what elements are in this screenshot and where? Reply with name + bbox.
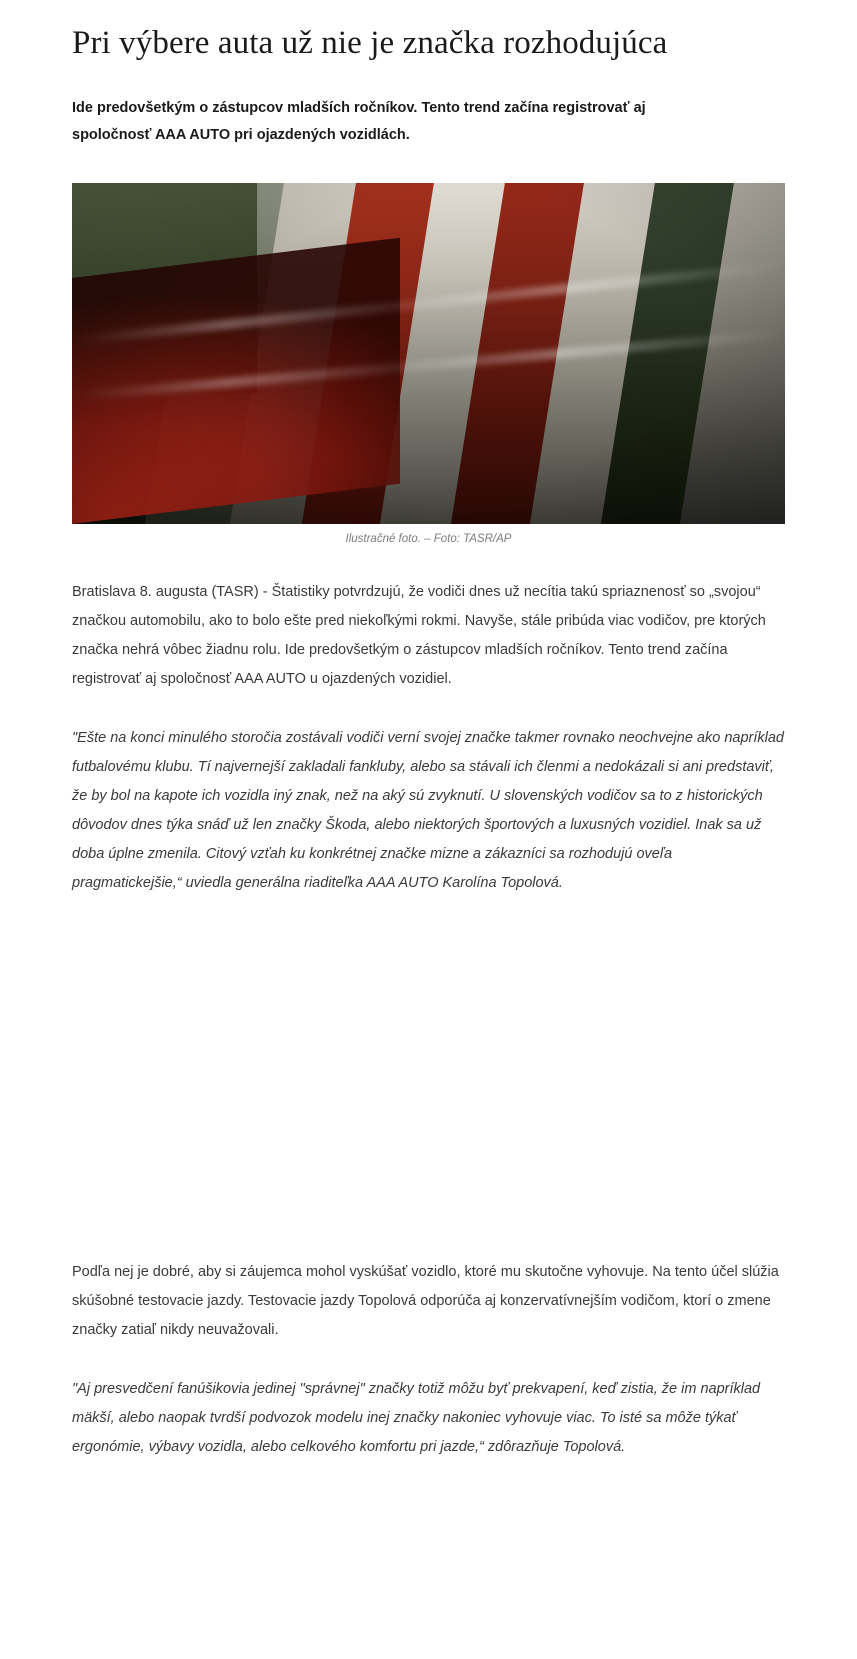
figure-caption: Ilustračné foto. – Foto: TASR/AP [345,532,512,545]
article-quote: "Ešte na konci minulého storočia zostávali vodiči verní svojej značke takmer rovnako neochvejne ako napríklad futbalovému klubu. Tí najvernejší zakladali fankluby, alebo sa stávali ich členmi a nedokázali si ani predstaviť, že by bol na kapote ich vozidla iný znak, než na aký sú zvyknutí. U slovenských vodičov sa to z historických dôvodov dnes týka snáď už len značky Škoda, alebo niektorých športových a luxusných vozidiel. Inak sa už doba úplne zmenila. Citový vzťah ku konkrétnej značke mizne a zákazníci sa rozhodujú oveľa pragmatickejšie,“ uviedla generálna riaditeľka AAA AUTO Karolína Topolová. [72,729,784,891]
article-quote: "Aj presvedčení fanúšikovia jedinej "správnej" značky totiž môžu byť prekvapení, keď zistia, že im napríklad mäkší, alebo naopak tvrdší podvozok modelu inej značky nakoniec vyhovuje viac. To isté sa môže týkať ergonómie, výbavy vozidla, alebo celkového komfortu pri jazde,“ zdôrazňuje Topolová. [72,1380,761,1455]
article-figure [72,183,785,545]
article-lead: Ide predovšetkým o zástupcov mladších ročníkov. Tento trend začína registrovať aj spoločnosť AAA AUTO pri ojazdených vozidlách. [72,99,646,143]
article-paragraph: Bratislava 8. augusta (TASR) - Štatistiky potvrdzujú, že vodiči dnes už necítia takú spriaznenosť so „svojou“ značkou automobilu, ako to bolo ešte pred niekoľkými rokmi. Navyše, stále pribúda viac vodičov, pre ktorých značka nehrá vôbec žiadnu rolu. Ide predovšetkým o zástupcov mladších ročníkov. Tento trend začína registrovať aj spoločnosť AAA AUTO u ojazdených vozidiel. [72,583,766,687]
article-body [72,578,785,1462]
article-paragraph: Podľa nej je dobré, aby si záujemca mohol vyskúšať vozidlo, ktoré mu skutočne vyhovuje. Na tento účel slúžia skúšobné testovacie jazdy. Testovacie jazdy Topolová odporúča aj konzervatívnejším vodičom, ktorí o zmene značky zatiaľ nikdy neuvažovali. [72,1263,779,1338]
inline-ad-slot [72,928,785,1258]
photo-vignette [72,183,785,524]
page-title: Pri výbere auta už nie je značka rozhodujúca [72,25,668,61]
article-photo [72,183,785,524]
